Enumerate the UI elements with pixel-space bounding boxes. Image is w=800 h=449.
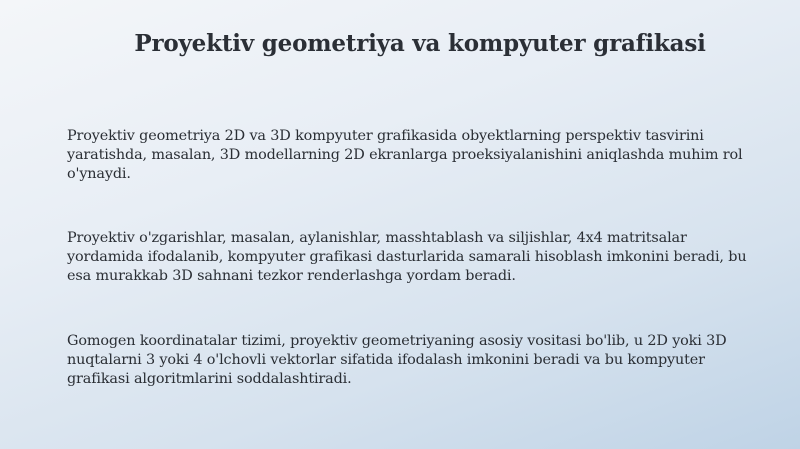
paragraph-transformations: Proyektiv o'zgarishlar, masalan, aylanishlar, masshtablash va siljishlar, 4x4 matritsalar yordamida ifodalanib, kompyuter grafikasi dasturlarida samarali hisoblash imkonini beradi, bu esa murakkab 3D sahnani tezkor renderlashga yordam beradi.	[67, 230, 747, 284]
slide-title: Proyektiv geometriya va kompyuter grafikasi	[134, 30, 706, 57]
paragraph-perspective: Proyektiv geometriya 2D va 3D kompyuter grafikasida obyektlarning perspektiv tasvirini yaratishda, masalan, 3D modellarning 2D ekranlarga proeksiyalanishini aniqlashda muhim rol o'ynaydi.	[67, 128, 743, 182]
paragraph-homogeneous-coordinates: Gomogen koordinatalar tizimi, proyektiv geometriyaning asosiy vositasi bo'lib, u 2D yoki 3D nuqtalarni 3 yoki 4 o'lchovli vektorlar sifatida ifodalash imkonini beradi va bu kompyuter grafikasi algoritmlarini soddalashtiradi.	[67, 333, 727, 387]
